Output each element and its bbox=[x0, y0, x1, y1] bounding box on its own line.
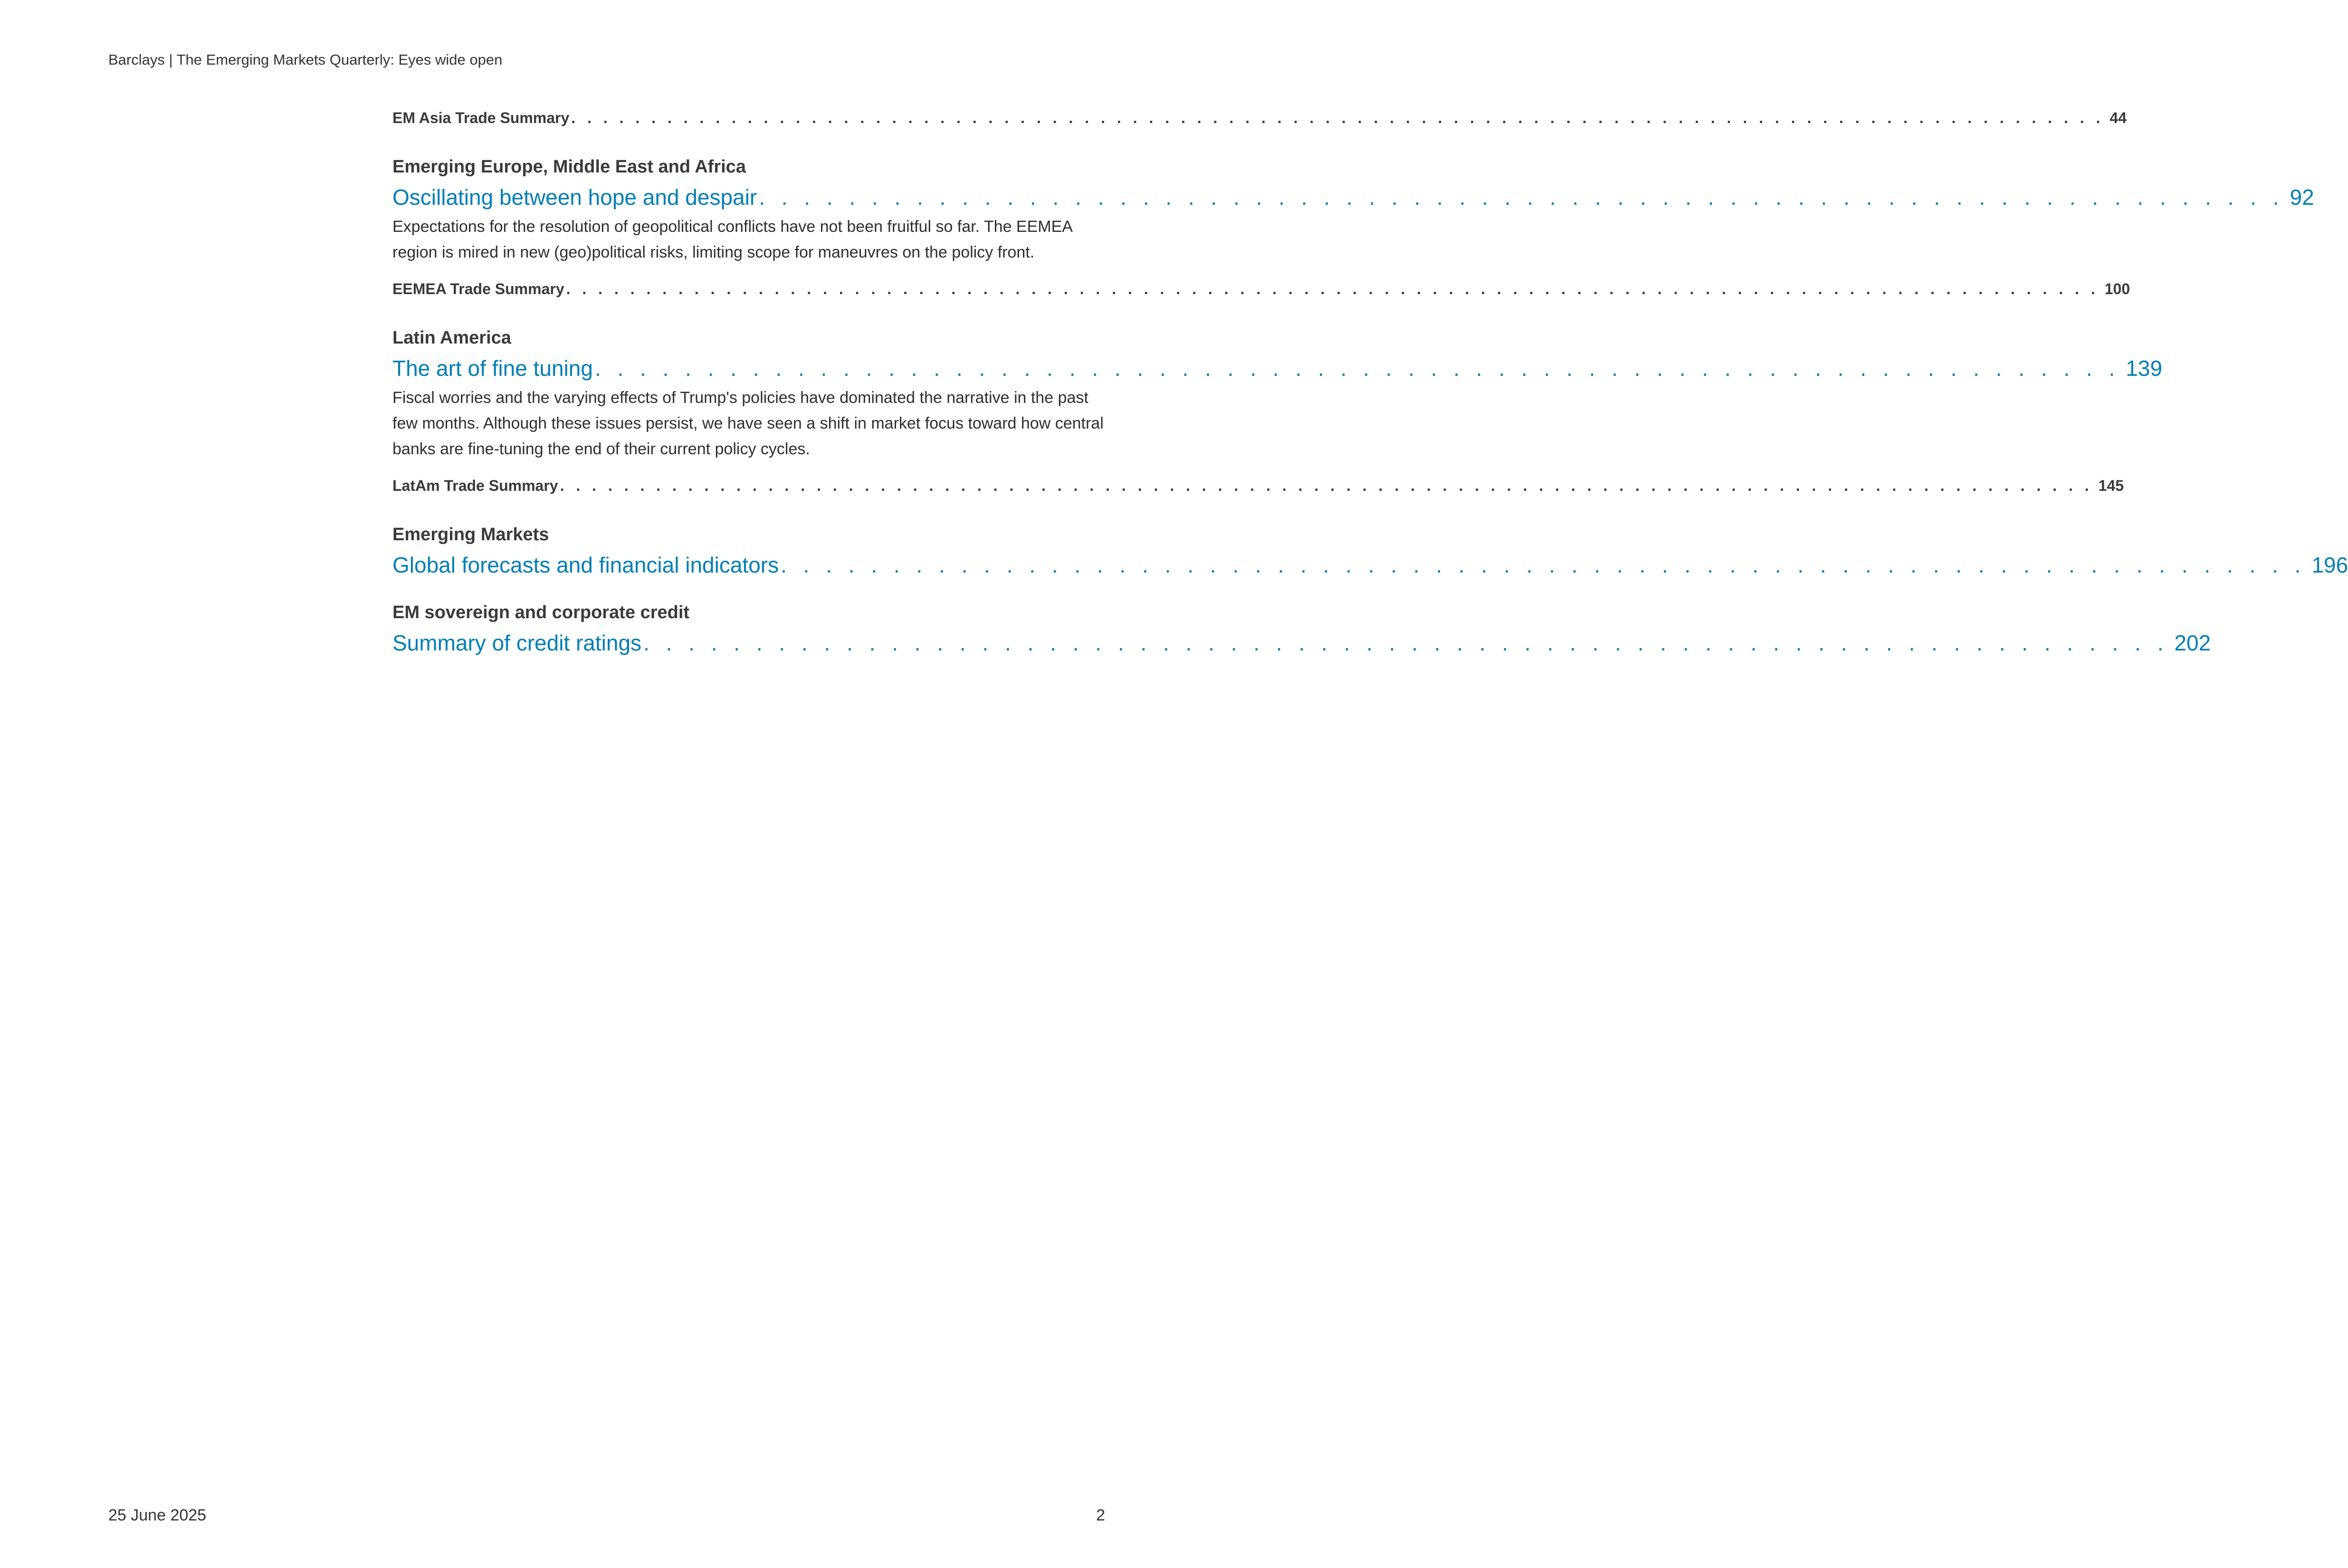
dot-leader: . . . . . . . . . . . . . . . . . . . . . . . . . . . . . . . . . . . . . . . . . . . . . . . . . . . . . . . . . . . . . . . . . . . . bbox=[759, 185, 2284, 210]
toc-entry-oscillating-between-hope-and-despair[interactable] bbox=[392, 181, 2314, 214]
footer-date: 25 June 2025 bbox=[108, 1506, 207, 1524]
toc-entry-the-art-of-fine-tuning[interactable] bbox=[392, 352, 2163, 385]
toc-entry-title: EM Asia Trade Summary bbox=[392, 109, 570, 126]
section-description-latin-america: Fiscal worries and the varying effects of Trump's policies have dominated the narrative in the past few months. Although these issues persist, we have seen a shift in market focus toward how central banks are fine-tuning the end of their current policy cycles. bbox=[392, 389, 1104, 458]
dot-leader: . . . . . . . . . . . . . . . . . . . . . . . . . . . . . . . . . . . . . . . . . . . . . . . . . . . . . . . . . . . . . . . . . . . . . . . . . . . . . . . . . . . . . . . . . . . . . . . . bbox=[560, 477, 2093, 494]
section-description-eemea: Expectations for the resolution of geopolitical conflicts have not been fruitful so far. The EEMEA region is mired in new (geo)political risks, limiting scope for maneuvres on the policy front. bbox=[392, 218, 1072, 261]
toc-page-number: 44 bbox=[2109, 109, 2127, 126]
toc-page-number: 92 bbox=[2290, 185, 2314, 210]
dot-leader: . . . . . . . . . . . . . . . . . . . . . . . . . . . . . . . . . . . . . . . . . . . . . . . . . . . . . . . . . . . . . . . . . . . . . . . . . . . . . . . . . . . . . . . . . . . . . . . . bbox=[566, 280, 2099, 297]
section-heading-latin-america: Latin America bbox=[392, 328, 511, 348]
dot-leader: . . . . . . . . . . . . . . . . . . . . . . . . . . . . . . . . . . . . . . . . . . . . . . . . . . . . . . . . . . . . . . . . . . . . bbox=[781, 553, 2306, 577]
toc-page-number: 202 bbox=[2174, 631, 2211, 655]
toc-page-number: 196 bbox=[2311, 553, 2348, 577]
toc-entry-eemea-trade-summary[interactable] bbox=[392, 276, 2130, 302]
toc-entry-title: EEMEA Trade Summary bbox=[392, 280, 564, 297]
toc-page-number: 100 bbox=[2104, 280, 2130, 297]
toc-entry-summary-of-credit-ratings[interactable] bbox=[392, 626, 2211, 660]
toc-entry-global-forecasts-and-financial-indicators[interactable] bbox=[392, 548, 2348, 582]
section-heading-emerging-markets: Emerging Markets bbox=[392, 525, 549, 545]
toc-entry-latam-trade-summary[interactable] bbox=[392, 472, 2124, 499]
toc-entry-title: Global forecasts and financial indicators bbox=[392, 553, 779, 577]
footer-page-number: 2 bbox=[1096, 1506, 1105, 1524]
dot-leader: . . . . . . . . . . . . . . . . . . . . . . . . . . . . . . . . . . . . . . . . . . . . . . . . . . . . . . . . . . . . . . . . . . . . bbox=[594, 356, 2120, 381]
toc-page-number: 145 bbox=[2098, 477, 2124, 494]
toc-entry-em-asia-trade-summary[interactable] bbox=[392, 105, 2127, 131]
toc-entry-title: LatAm Trade Summary bbox=[392, 477, 558, 494]
section-heading-eemea: Emerging Europe, Middle East and Africa bbox=[392, 157, 746, 177]
toc-entry-title: Oscillating between hope and despair bbox=[392, 185, 757, 210]
running-header: Barclays | The Emerging Markets Quarterly: Eyes wide open bbox=[108, 51, 503, 68]
dot-leader: . . . . . . . . . . . . . . . . . . . . . . . . . . . . . . . . . . . . . . . . . . . . . . . . . . . . . . . . . . . . . . . . . . . . bbox=[643, 631, 2169, 655]
table-of-contents bbox=[392, 105, 2348, 660]
dot-leader: . . . . . . . . . . . . . . . . . . . . . . . . . . . . . . . . . . . . . . . . . . . . . . . . . . . . . . . . . . . . . . . . . . . . . . . . . . . . . . . . . . . . . . . . . . . . . . . . bbox=[571, 109, 2104, 126]
toc-entry-title: Summary of credit ratings bbox=[392, 631, 642, 655]
section-heading-em-sovereign-credit: EM sovereign and corporate credit bbox=[392, 602, 690, 622]
toc-page-number: 139 bbox=[2126, 356, 2163, 381]
toc-entry-title: The art of fine tuning bbox=[392, 356, 593, 381]
